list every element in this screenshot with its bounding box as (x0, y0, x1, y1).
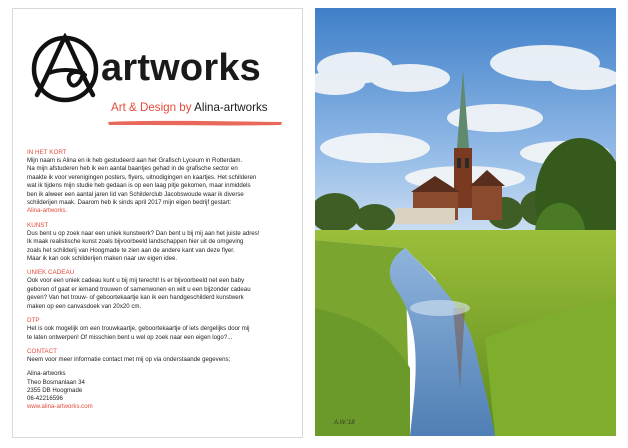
section-uniek-cadeau (27, 269, 295, 311)
section-heading: KUNST (27, 221, 49, 229)
contact-name: Alina-artworks (27, 370, 66, 378)
section-heading: DTP (27, 317, 40, 325)
logo-tagline (111, 101, 268, 114)
section-body: Neem voor meer informatie contact met mij op via onderstaande gegevens; (27, 355, 231, 363)
section-heading: UNIEK CADEAU (27, 269, 75, 277)
flyer-text-page (12, 8, 303, 438)
brush-underline (107, 118, 283, 127)
section-contact (27, 348, 295, 364)
section-heading: IN HET KORT (27, 149, 67, 156)
section-body: Ook voor een uniek cadeau kunt u bij mij terecht! Is er bijvoorbeeld net een baby geboren of gaat er iemand trouwen of samenwonen en wilt u een bijzonder cadeau geven? Van het trouw- of geboortekaartje kan ik een handgeschilderd kunstwerk maken op een canvasdoek van 20x20 cm. (27, 277, 251, 310)
contact-phone[interactable]: 06-42216596 (27, 394, 63, 402)
hoogmade-painting (315, 8, 616, 436)
section-heading: CONTACT (27, 347, 57, 355)
section-in-het-kort (27, 149, 295, 216)
flyer-content (27, 149, 295, 411)
contact-street: Theo Bosmanlaan 34 (27, 378, 85, 386)
section-body: Het is ook mogelijk om een trouwkaartje, geboortekaartje of iets dergelijks door mij te laten ontwerpen! Of misschien bent u wel op zoek naar een eigen logo?... (27, 325, 250, 341)
brand-link[interactable]: Alina-artworks. (27, 207, 68, 215)
logo-wordmark: artworks (101, 47, 262, 89)
section-body: Dus bent u op zoek naar een uniek kunstwerk? Dan bent u bij mij aan het juiste adres! Ik maak realistische kunst zoals bijvoorbeeld landschappen hier uit de omgeving zoals het schilderij van Hoogmade te zien aan de andere kant van deze flyer. Maar ik kan ook schilderijen maken naar uw eigen idee. (27, 229, 260, 263)
section-dtp (27, 317, 295, 342)
section-body-text: Mijn naam is Alina en ik heb gestudeerd aan het Grafisch Lyceum in Rotterdam. Na mijn afstuderen heb ik een aantal baantjes gehad in de grafische sector en maakte ik voor verenigingen posters, flyers, uitnodigingen en kaartjes. Het schilderen wat ik tijdens mijn studie heb gedaan is op een laag pitje gekomen, maar inmiddels ben ik alweer een aantal jaren lid van Schilderclub Jacobswoude waar ik diverse schilderijen maak. Daarom heb ik sinds april 2017 mijn eigen bedrijf gestart: (27, 157, 257, 207)
painting-signature: A.W.'18 (334, 420, 355, 426)
contact-details (27, 370, 295, 411)
section-kunst (27, 222, 295, 264)
alina-logo-icon (29, 29, 101, 109)
contact-website[interactable]: www.alina-artworks.com (27, 403, 93, 411)
section-body (27, 157, 295, 216)
tagline-prefix: Art & Design by (111, 101, 195, 114)
contact-city: 2355 DB Hoogmade (27, 386, 83, 394)
tagline-brand: Alina-artworks (194, 101, 268, 114)
